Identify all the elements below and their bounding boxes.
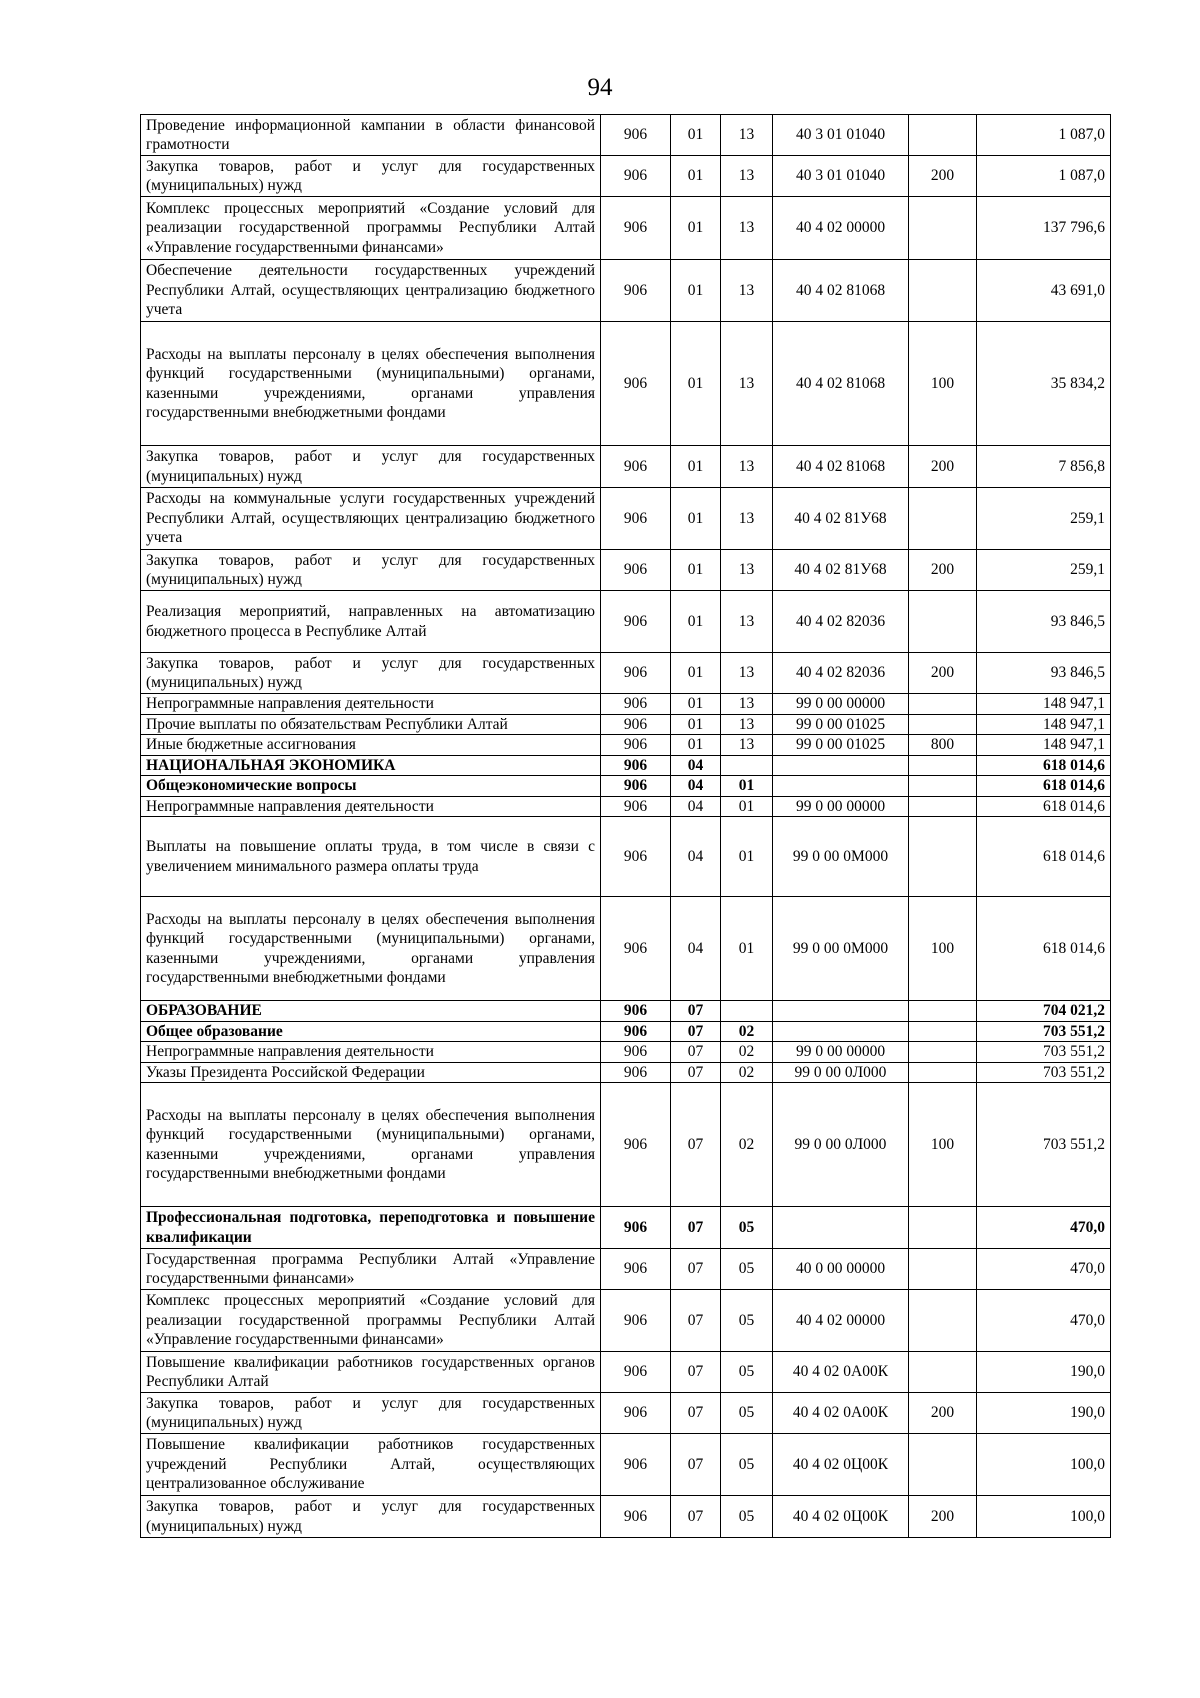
expense-type-code-cell: 200 — [909, 446, 977, 488]
table-row — [141, 260, 1111, 322]
target-item-code-cell: 99 0 00 0Л000 — [773, 1062, 909, 1083]
department-code-cell: 906 — [601, 1062, 671, 1083]
budget-table — [140, 114, 1111, 1538]
amount-cell: 100,0 — [977, 1434, 1111, 1496]
subsection-code-cell: 13 — [721, 653, 773, 694]
expense-type-code-cell: 800 — [909, 735, 977, 756]
expense-name-cell: Выплаты на повышение оплаты труда, в том числе в связи с увеличением минимального размера оплаты труда — [141, 817, 601, 897]
expense-name-cell: Закупка товаров, работ и услуг для государственных (муниципальных) нужд — [141, 653, 601, 694]
expense-type-code-cell — [909, 1249, 977, 1290]
amount-cell: 703 551,2 — [977, 1083, 1111, 1207]
section-code-cell: 04 — [671, 776, 721, 797]
table-row — [141, 1021, 1111, 1042]
section-code-cell: 01 — [671, 322, 721, 446]
subsection-code-cell: 13 — [721, 446, 773, 488]
expense-name-cell: Иные бюджетные ассигнования — [141, 735, 601, 756]
expense-type-code-cell: 200 — [909, 1496, 977, 1538]
target-item-code-cell: 40 4 02 81068 — [773, 446, 909, 488]
department-code-cell: 906 — [601, 446, 671, 488]
target-item-code-cell: 40 4 02 0А00К — [773, 1393, 909, 1434]
amount-cell: 470,0 — [977, 1207, 1111, 1249]
subsection-code-cell: 05 — [721, 1496, 773, 1538]
department-code-cell: 906 — [601, 1042, 671, 1063]
target-item-code-cell — [773, 1207, 909, 1249]
department-code-cell: 906 — [601, 322, 671, 446]
expense-type-code-cell — [909, 776, 977, 797]
expense-name-cell: Повышение квалификации работников государственных органов Республики Алтай — [141, 1352, 601, 1393]
amount-cell: 93 846,5 — [977, 591, 1111, 653]
table-row — [141, 714, 1111, 735]
section-code-cell: 04 — [671, 897, 721, 1001]
subsection-code-cell: 13 — [721, 735, 773, 756]
expense-type-code-cell — [909, 1434, 977, 1496]
subsection-code-cell: 05 — [721, 1352, 773, 1393]
department-code-cell: 906 — [601, 714, 671, 735]
table-row — [141, 694, 1111, 715]
expense-name-cell: Непрограммные направления деятельности — [141, 796, 601, 817]
expense-name-cell: Обеспечение деятельности государственных учреждений Республики Алтай, осуществляющих централизацию бюджетного учета — [141, 260, 601, 322]
subsection-code-cell: 02 — [721, 1042, 773, 1063]
expense-type-code-cell — [909, 817, 977, 897]
table-row — [141, 1083, 1111, 1207]
target-item-code-cell: 99 0 00 0Л000 — [773, 1083, 909, 1207]
table-row — [141, 1001, 1111, 1022]
table-row — [141, 446, 1111, 488]
expense-type-code-cell — [909, 197, 977, 260]
target-item-code-cell: 99 0 00 01025 — [773, 735, 909, 756]
table-row — [141, 817, 1111, 897]
section-code-cell: 07 — [671, 1496, 721, 1538]
amount-cell: 618 014,6 — [977, 796, 1111, 817]
subsection-code-cell: 02 — [721, 1062, 773, 1083]
expense-name-cell: Закупка товаров, работ и услуг для государственных (муниципальных) нужд — [141, 446, 601, 488]
amount-cell: 618 014,6 — [977, 897, 1111, 1001]
subsection-code-cell — [721, 755, 773, 776]
amount-cell: 704 021,2 — [977, 1001, 1111, 1022]
table-row — [141, 1249, 1111, 1290]
section-code-cell: 07 — [671, 1290, 721, 1352]
table-row — [141, 197, 1111, 260]
department-code-cell: 906 — [601, 197, 671, 260]
subsection-code-cell: 02 — [721, 1083, 773, 1207]
expense-type-code-cell: 100 — [909, 897, 977, 1001]
section-code-cell: 01 — [671, 714, 721, 735]
expense-name-cell: Расходы на выплаты персоналу в целях обеспечения выполнения функций государственными (муниципальными) органами, казенными учреждениями, органами управления государственными внебюджетными фондами — [141, 1083, 601, 1207]
department-code-cell: 906 — [601, 1434, 671, 1496]
target-item-code-cell — [773, 1021, 909, 1042]
department-code-cell: 906 — [601, 260, 671, 322]
expense-type-code-cell — [909, 488, 977, 550]
table-row — [141, 653, 1111, 694]
department-code-cell: 906 — [601, 591, 671, 653]
section-code-cell: 01 — [671, 488, 721, 550]
target-item-code-cell — [773, 755, 909, 776]
table-row — [141, 776, 1111, 797]
expense-type-code-cell — [909, 591, 977, 653]
amount-cell: 190,0 — [977, 1393, 1111, 1434]
subsection-code-cell: 13 — [721, 197, 773, 260]
department-code-cell: 906 — [601, 115, 671, 156]
subsection-code-cell: 01 — [721, 796, 773, 817]
amount-cell: 1 087,0 — [977, 115, 1111, 156]
amount-cell: 618 014,6 — [977, 776, 1111, 797]
target-item-code-cell: 40 0 00 00000 — [773, 1249, 909, 1290]
department-code-cell: 906 — [601, 1083, 671, 1207]
department-code-cell: 906 — [601, 156, 671, 197]
section-code-cell: 01 — [671, 197, 721, 260]
table-row — [141, 897, 1111, 1001]
subsection-code-cell: 13 — [721, 591, 773, 653]
section-code-cell: 07 — [671, 1352, 721, 1393]
expense-name-cell: Комплекс процессных мероприятий «Создание условий для реализации государственной программы Республики Алтай «Управление государственными финансами» — [141, 1290, 601, 1352]
department-code-cell: 906 — [601, 796, 671, 817]
target-item-code-cell: 40 4 02 82036 — [773, 591, 909, 653]
subsection-code-cell: 02 — [721, 1021, 773, 1042]
table-body — [141, 115, 1111, 1538]
amount-cell: 703 551,2 — [977, 1021, 1111, 1042]
target-item-code-cell: 40 4 02 0Ц00К — [773, 1496, 909, 1538]
subsection-code-cell: 05 — [721, 1393, 773, 1434]
table-row — [141, 591, 1111, 653]
table-row — [141, 1062, 1111, 1083]
expense-name-cell: Непрограммные направления деятельности — [141, 1042, 601, 1063]
table-row — [141, 1393, 1111, 1434]
expense-name-cell: Закупка товаров, работ и услуг для государственных (муниципальных) нужд — [141, 1496, 601, 1538]
target-item-code-cell: 40 4 02 00000 — [773, 197, 909, 260]
section-code-cell: 07 — [671, 1249, 721, 1290]
expense-name-cell: ОБРАЗОВАНИЕ — [141, 1001, 601, 1022]
section-code-cell: 01 — [671, 694, 721, 715]
section-code-cell: 04 — [671, 817, 721, 897]
subsection-code-cell: 13 — [721, 115, 773, 156]
amount-cell: 190,0 — [977, 1352, 1111, 1393]
expense-name-cell: Закупка товаров, работ и услуг для государственных (муниципальных) нужд — [141, 1393, 601, 1434]
department-code-cell: 906 — [601, 1352, 671, 1393]
department-code-cell: 906 — [601, 653, 671, 694]
expense-name-cell: Закупка товаров, работ и услуг для государственных (муниципальных) нужд — [141, 550, 601, 591]
amount-cell: 703 551,2 — [977, 1042, 1111, 1063]
department-code-cell: 906 — [601, 755, 671, 776]
section-code-cell: 01 — [671, 550, 721, 591]
target-item-code-cell: 99 0 00 00000 — [773, 796, 909, 817]
target-item-code-cell — [773, 776, 909, 797]
section-code-cell: 07 — [671, 1021, 721, 1042]
expense-type-code-cell: 100 — [909, 1083, 977, 1207]
section-code-cell: 07 — [671, 1001, 721, 1022]
subsection-code-cell: 13 — [721, 550, 773, 591]
amount-cell: 43 691,0 — [977, 260, 1111, 322]
table-row — [141, 1352, 1111, 1393]
expense-name-cell: Закупка товаров, работ и услуг для государственных (муниципальных) нужд — [141, 156, 601, 197]
department-code-cell: 906 — [601, 776, 671, 797]
expense-name-cell: Реализация мероприятий, направленных на автоматизацию бюджетного процесса в Республике Алтай — [141, 591, 601, 653]
subsection-code-cell: 01 — [721, 776, 773, 797]
subsection-code-cell: 13 — [721, 488, 773, 550]
section-code-cell: 01 — [671, 156, 721, 197]
target-item-code-cell: 40 4 02 81У68 — [773, 550, 909, 591]
department-code-cell: 906 — [601, 1021, 671, 1042]
expense-type-code-cell — [909, 1062, 977, 1083]
target-item-code-cell — [773, 1001, 909, 1022]
expense-name-cell: Общеэкономические вопросы — [141, 776, 601, 797]
expense-name-cell: Проведение информационной кампании в области финансовой грамотности — [141, 115, 601, 156]
department-code-cell: 906 — [601, 1393, 671, 1434]
expense-type-code-cell — [909, 1207, 977, 1249]
department-code-cell: 906 — [601, 1001, 671, 1022]
target-item-code-cell: 99 0 00 0М000 — [773, 817, 909, 897]
expense-name-cell: Указы Президента Российской Федерации — [141, 1062, 601, 1083]
table-row — [141, 488, 1111, 550]
department-code-cell: 906 — [601, 1249, 671, 1290]
department-code-cell: 906 — [601, 735, 671, 756]
target-item-code-cell: 99 0 00 0М000 — [773, 897, 909, 1001]
amount-cell: 470,0 — [977, 1249, 1111, 1290]
section-code-cell: 04 — [671, 796, 721, 817]
section-code-cell: 01 — [671, 591, 721, 653]
subsection-code-cell: 13 — [721, 714, 773, 735]
amount-cell: 470,0 — [977, 1290, 1111, 1352]
table-row — [141, 322, 1111, 446]
department-code-cell: 906 — [601, 817, 671, 897]
amount-cell: 259,1 — [977, 550, 1111, 591]
table-row — [141, 1042, 1111, 1063]
subsection-code-cell: 13 — [721, 694, 773, 715]
target-item-code-cell: 40 3 01 01040 — [773, 156, 909, 197]
expense-name-cell: Расходы на выплаты персоналу в целях обеспечения выполнения функций государственными (муниципальными) органами, казенными учреждениями, органами управления государственными внебюджетными фондами — [141, 897, 601, 1001]
subsection-code-cell: 05 — [721, 1290, 773, 1352]
department-code-cell: 906 — [601, 694, 671, 715]
target-item-code-cell: 40 3 01 01040 — [773, 115, 909, 156]
section-code-cell: 01 — [671, 653, 721, 694]
table-row — [141, 1496, 1111, 1538]
expense-name-cell: Повышение квалификации работников государственных учреждений Республики Алтай, осуществляющих централизованное обслуживание — [141, 1434, 601, 1496]
section-code-cell: 07 — [671, 1434, 721, 1496]
expense-type-code-cell — [909, 1352, 977, 1393]
expense-type-code-cell — [909, 1042, 977, 1063]
expense-name-cell: Государственная программа Республики Алтай «Управление государственными финансами» — [141, 1249, 601, 1290]
section-code-cell: 01 — [671, 115, 721, 156]
section-code-cell: 07 — [671, 1083, 721, 1207]
expense-type-code-cell — [909, 1021, 977, 1042]
department-code-cell: 906 — [601, 550, 671, 591]
expense-name-cell: Профессиональная подготовка, переподготовка и повышение квалификации — [141, 1207, 601, 1249]
section-code-cell: 01 — [671, 446, 721, 488]
subsection-code-cell: 01 — [721, 897, 773, 1001]
subsection-code-cell: 01 — [721, 817, 773, 897]
page-number: 94 — [587, 74, 613, 101]
amount-cell: 100,0 — [977, 1496, 1111, 1538]
table-row — [141, 755, 1111, 776]
section-code-cell: 04 — [671, 755, 721, 776]
section-code-cell: 07 — [671, 1207, 721, 1249]
amount-cell: 93 846,5 — [977, 653, 1111, 694]
expense-type-code-cell: 100 — [909, 322, 977, 446]
department-code-cell: 906 — [601, 488, 671, 550]
amount-cell: 35 834,2 — [977, 322, 1111, 446]
expense-type-code-cell — [909, 1290, 977, 1352]
expense-type-code-cell: 200 — [909, 1393, 977, 1434]
expense-type-code-cell: 200 — [909, 156, 977, 197]
department-code-cell: 906 — [601, 897, 671, 1001]
amount-cell: 7 856,8 — [977, 446, 1111, 488]
amount-cell: 148 947,1 — [977, 735, 1111, 756]
table-row — [141, 115, 1111, 156]
table-row — [141, 550, 1111, 591]
amount-cell: 148 947,1 — [977, 714, 1111, 735]
expense-name-cell: Общее образование — [141, 1021, 601, 1042]
target-item-code-cell: 40 4 02 00000 — [773, 1290, 909, 1352]
subsection-code-cell: 05 — [721, 1249, 773, 1290]
section-code-cell: 07 — [671, 1393, 721, 1434]
subsection-code-cell: 13 — [721, 322, 773, 446]
expense-name-cell: Расходы на выплаты персоналу в целях обеспечения выполнения функций государственными (муниципальными) органами, казенными учреждениями, органами управления государственными внебюджетными фондами — [141, 322, 601, 446]
section-code-cell: 07 — [671, 1042, 721, 1063]
target-item-code-cell: 40 4 02 0А00К — [773, 1352, 909, 1393]
section-code-cell: 07 — [671, 1062, 721, 1083]
table-row — [141, 735, 1111, 756]
expense-name-cell: Расходы на коммунальные услуги государственных учреждений Республики Алтай, осуществляющих централизацию бюджетного учета — [141, 488, 601, 550]
subsection-code-cell: 05 — [721, 1207, 773, 1249]
subsection-code-cell — [721, 1001, 773, 1022]
target-item-code-cell: 99 0 00 00000 — [773, 1042, 909, 1063]
subsection-code-cell: 13 — [721, 260, 773, 322]
target-item-code-cell: 40 4 02 82036 — [773, 653, 909, 694]
department-code-cell: 906 — [601, 1496, 671, 1538]
table-row — [141, 796, 1111, 817]
section-code-cell: 01 — [671, 260, 721, 322]
expense-name-cell: Прочие выплаты по обязательствам Республики Алтай — [141, 714, 601, 735]
subsection-code-cell: 13 — [721, 156, 773, 197]
target-item-code-cell: 40 4 02 81068 — [773, 260, 909, 322]
table-row — [141, 1290, 1111, 1352]
expense-name-cell: Комплекс процессных мероприятий «Создание условий для реализации государственной программы Республики Алтай «Управление государственными финансами» — [141, 197, 601, 260]
table-row — [141, 1207, 1111, 1249]
expense-type-code-cell — [909, 260, 977, 322]
amount-cell: 259,1 — [977, 488, 1111, 550]
target-item-code-cell: 40 4 02 81068 — [773, 322, 909, 446]
subsection-code-cell: 05 — [721, 1434, 773, 1496]
amount-cell: 618 014,6 — [977, 817, 1111, 897]
amount-cell: 618 014,6 — [977, 755, 1111, 776]
target-item-code-cell: 40 4 02 81У68 — [773, 488, 909, 550]
expense-type-code-cell — [909, 755, 977, 776]
amount-cell: 148 947,1 — [977, 694, 1111, 715]
department-code-cell: 906 — [601, 1207, 671, 1249]
expense-type-code-cell — [909, 1001, 977, 1022]
expense-type-code-cell — [909, 714, 977, 735]
table-row — [141, 1434, 1111, 1496]
expense-type-code-cell: 200 — [909, 653, 977, 694]
department-code-cell: 906 — [601, 1290, 671, 1352]
expense-name-cell: НАЦИОНАЛЬНАЯ ЭКОНОМИКА — [141, 755, 601, 776]
expense-type-code-cell: 200 — [909, 550, 977, 591]
target-item-code-cell: 99 0 00 00000 — [773, 694, 909, 715]
table-row — [141, 156, 1111, 197]
expense-type-code-cell — [909, 115, 977, 156]
expense-name-cell: Непрограммные направления деятельности — [141, 694, 601, 715]
expense-type-code-cell — [909, 694, 977, 715]
amount-cell: 703 551,2 — [977, 1062, 1111, 1083]
amount-cell: 1 087,0 — [977, 156, 1111, 197]
amount-cell: 137 796,6 — [977, 197, 1111, 260]
expense-type-code-cell — [909, 796, 977, 817]
target-item-code-cell: 99 0 00 01025 — [773, 714, 909, 735]
section-code-cell: 01 — [671, 735, 721, 756]
target-item-code-cell: 40 4 02 0Ц00К — [773, 1434, 909, 1496]
